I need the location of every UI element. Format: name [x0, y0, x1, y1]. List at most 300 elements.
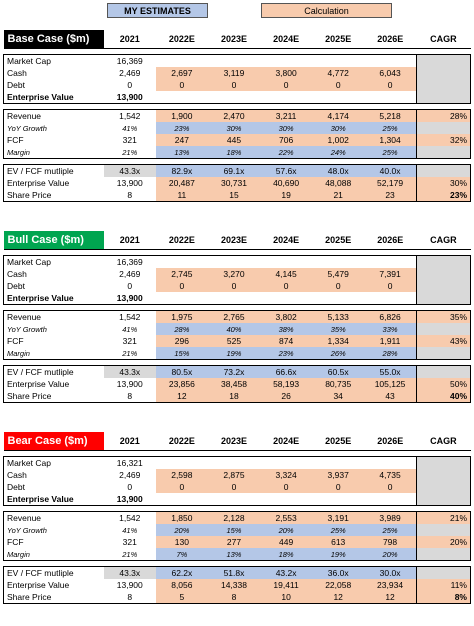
row-label: Market Cap [4, 457, 104, 470]
yoy-cell: 28% [156, 323, 208, 335]
row-label: YoY Growth [4, 524, 104, 536]
ev-cell [260, 493, 312, 506]
price-cell: 5 [156, 591, 208, 604]
debt-cell: 0 [208, 280, 260, 292]
base-case-table [3, 30, 471, 202]
revenue-cell: 2,470 [208, 110, 260, 123]
fcf-cell: 874 [260, 335, 312, 347]
market_cap-row [4, 55, 471, 68]
price-cell: 11 [156, 189, 208, 202]
cash-row [4, 67, 471, 79]
ev2-cell: 20,487 [156, 177, 208, 189]
margin-cell: 25% [364, 146, 416, 159]
ev2-cell: 8,056 [156, 579, 208, 591]
margin-cell: 13% [208, 548, 260, 561]
revenue-cell: 2,553 [260, 512, 312, 525]
ev2-cell: 13,900 [116, 579, 143, 590]
cagr-cell [416, 292, 470, 305]
ev2-cell: 14,338 [208, 579, 260, 591]
debt-cell: 0 [156, 79, 208, 91]
price-cell: 18 [208, 390, 260, 403]
multiple-cell: 43.3x [104, 165, 156, 178]
revenue-cell: 1,850 [156, 512, 208, 525]
ev-cell [364, 91, 416, 104]
row-label: Enterprise Value [4, 91, 104, 104]
cagr-header: CAGR [416, 432, 470, 451]
row-label: Margin [4, 347, 104, 360]
debt-cell: 0 [208, 481, 260, 493]
year-header: 2023E [208, 432, 260, 451]
cagr-cell [416, 481, 470, 493]
revenue-cell: 2,128 [208, 512, 260, 525]
row-label: Share Price [4, 189, 104, 202]
multiple-cell: 82.9x [156, 165, 208, 178]
yoy-cell: 20% [156, 524, 208, 536]
margin-cell: 21% [104, 347, 156, 360]
ev-cell [364, 493, 416, 506]
debt-cell: 0 [208, 79, 260, 91]
cagr-header: CAGR [416, 30, 470, 49]
row-label: YoY Growth [4, 122, 104, 134]
fcf-cagr: 43% [416, 335, 470, 347]
cash-cell: 3,270 [208, 268, 260, 280]
row-label: EV / FCF mutliple [4, 165, 104, 178]
margin-cell: 18% [208, 146, 260, 159]
row-label: FCF [4, 536, 104, 548]
row-label: YoY Growth [4, 323, 104, 335]
ev-row [4, 493, 471, 506]
ev-cell [208, 91, 260, 104]
header-row [4, 432, 471, 451]
cagr-cell [416, 524, 470, 536]
cagr-cell [416, 146, 470, 159]
yoy-cell: 30% [312, 122, 364, 134]
ev-cell [312, 493, 364, 506]
ev-cell [260, 292, 312, 305]
row-label: Cash [4, 268, 104, 280]
debt-cell: 0 [260, 79, 312, 91]
cash-cell: 6,043 [364, 67, 416, 79]
revenue-cell: 3,211 [260, 110, 312, 123]
cash-cell: 3,324 [260, 469, 312, 481]
yoy-cell: 41% [122, 525, 138, 535]
fcf-cell: 1,334 [312, 335, 364, 347]
price-row [4, 390, 471, 403]
debt-cell: 0 [127, 280, 133, 291]
ev-cell [312, 91, 364, 104]
year-header: 2021 [104, 30, 156, 49]
debt-cell: 0 [364, 280, 416, 292]
market_cap-row [4, 457, 471, 470]
price-cell: 8 [104, 189, 156, 202]
case-title: Bull Case ($m) [4, 231, 104, 250]
market_cap-cell [156, 55, 208, 68]
cagr-cell [416, 493, 470, 506]
cagr-cell [416, 366, 470, 379]
ev-cell [312, 292, 364, 305]
row-label: Enterprise Value [4, 292, 104, 305]
price-cagr: 40% [416, 390, 470, 403]
cash-cell: 2,469 [119, 268, 141, 279]
ev2-cell: 19,411 [260, 579, 312, 591]
cash-cell: 3,937 [312, 469, 364, 481]
fcf-row [4, 536, 471, 548]
price-cell: 21 [312, 189, 364, 202]
yoy-cell: 40% [208, 323, 260, 335]
cash-cell: 4,735 [364, 469, 416, 481]
fcf-cagr: 20% [416, 536, 470, 548]
yoy-cell: 41% [122, 123, 138, 133]
year-header: 2022E [156, 432, 208, 451]
yoy-row [4, 524, 471, 536]
debt-cell: 0 [156, 280, 208, 292]
year-header: 2023E [208, 30, 260, 49]
revenue-cell: 1,542 [104, 512, 156, 525]
price-cell: 26 [260, 390, 312, 403]
multiple-cell: 60.5x [312, 366, 364, 379]
ev2-cell: 105,125 [364, 378, 416, 390]
row-label: Market Cap [4, 55, 104, 68]
yoy-cell: 30% [208, 122, 260, 134]
cash-row [4, 469, 471, 481]
price-row [4, 189, 471, 202]
row-label: Share Price [4, 390, 104, 403]
debt-cell: 0 [312, 280, 364, 292]
calculation-legend: Calculation [261, 3, 392, 18]
row-label: Debt [4, 79, 104, 91]
ev2-cell: 13,900 [116, 177, 143, 188]
cash-cell: 3,119 [208, 67, 260, 79]
my-estimates-legend: MY ESTIMATES [107, 3, 208, 18]
year-header: 2021 [104, 231, 156, 250]
case-title: Base Case ($m) [4, 30, 104, 49]
bear-case-table [3, 432, 471, 604]
price-cell: 23 [364, 189, 416, 202]
debt-row [4, 280, 471, 292]
margin-cell: 21% [104, 548, 156, 561]
market_cap-cell [208, 55, 260, 68]
multiple-row [4, 366, 471, 379]
bull-case-table [3, 231, 471, 403]
margin-cell: 23% [260, 347, 312, 360]
cagr-cell [416, 280, 470, 292]
margin-cell: 7% [156, 548, 208, 561]
ev2-cagr: 30% [416, 177, 470, 189]
debt-row [4, 79, 471, 91]
margin-cell: 26% [312, 347, 364, 360]
market_cap-cell [260, 457, 312, 470]
ev-cell [260, 91, 312, 104]
market_cap-cell [156, 256, 208, 269]
yoy-cell: 20% [260, 524, 312, 536]
market_cap-cell [312, 55, 364, 68]
debt-cell: 0 [127, 79, 133, 90]
cagr-cell [416, 347, 470, 360]
multiple-cell: 48.0x [312, 165, 364, 178]
year-header: 2024E [260, 30, 312, 49]
revenue-cell: 5,218 [364, 110, 416, 123]
year-header: 2021 [104, 432, 156, 451]
row-label: FCF [4, 335, 104, 347]
debt-cell: 0 [260, 481, 312, 493]
fcf-cell: 321 [122, 134, 137, 145]
revenue-cell: 1,542 [104, 110, 156, 123]
fcf-cell: 1,304 [364, 134, 416, 146]
fcf-cell: 1,002 [312, 134, 364, 146]
yoy-cell: 38% [260, 323, 312, 335]
fcf-cell: 706 [260, 134, 312, 146]
ev-row [4, 292, 471, 305]
margin-cell: 19% [208, 347, 260, 360]
margin-cell: 20% [364, 548, 416, 561]
cagr-cell [416, 91, 470, 104]
revenue-cagr: 28% [416, 110, 470, 123]
cagr-cell [416, 268, 470, 280]
market_cap-cell [312, 457, 364, 470]
year-header: 2024E [260, 432, 312, 451]
cagr-cell [416, 67, 470, 79]
ev2-cell: 58,193 [260, 378, 312, 390]
row-label: Enterprise Value [4, 378, 104, 390]
revenue-cell: 3,191 [312, 512, 364, 525]
row-label: Margin [4, 146, 104, 159]
yoy-cell: 15% [208, 524, 260, 536]
market_cap-cell [312, 256, 364, 269]
cagr-cell [416, 79, 470, 91]
revenue-cell: 5,133 [312, 311, 364, 324]
revenue-cell: 4,174 [312, 110, 364, 123]
multiple-cell: 36.0x [312, 567, 364, 580]
multiple-cell: 66.6x [260, 366, 312, 379]
ev2-cell: 48,088 [312, 177, 364, 189]
revenue-cell: 2,765 [208, 311, 260, 324]
row-label: Enterprise Value [4, 579, 104, 591]
ev2-row [4, 177, 471, 189]
fcf-cagr: 32% [416, 134, 470, 146]
ev2-cagr: 50% [416, 378, 470, 390]
ev2-cell: 30,731 [208, 177, 260, 189]
debt-cell: 0 [364, 79, 416, 91]
revenue-row [4, 311, 471, 324]
ev-cell [156, 292, 208, 305]
market_cap-cell [260, 256, 312, 269]
cagr-cell [416, 165, 470, 178]
ev-cell [156, 493, 208, 506]
ev2-cagr: 11% [416, 579, 470, 591]
margin-cell: 21% [104, 146, 156, 159]
debt-cell: 0 [312, 79, 364, 91]
debt-cell: 0 [127, 481, 133, 492]
market_cap-cell: 16,321 [104, 457, 156, 470]
price-cell: 15 [208, 189, 260, 202]
revenue-cell: 6,826 [364, 311, 416, 324]
row-label: EV / FCF mutliple [4, 567, 104, 580]
yoy-row [4, 323, 471, 335]
year-header: 2026E [364, 30, 416, 49]
ev2-cell: 80,735 [312, 378, 364, 390]
ev-row [4, 91, 471, 104]
market_cap-cell [208, 256, 260, 269]
ev-cell: 13,900 [104, 493, 156, 506]
multiple-cell: 30.0x [364, 567, 416, 580]
cash-cell: 2,875 [208, 469, 260, 481]
revenue-cell: 3,989 [364, 512, 416, 525]
market_cap-cell [156, 457, 208, 470]
price-cell: 43 [364, 390, 416, 403]
fcf-cell: 449 [260, 536, 312, 548]
price-cell: 12 [156, 390, 208, 403]
market_cap-cell [364, 256, 416, 269]
ev2-cell: 23,934 [364, 579, 416, 591]
margin-cell: 15% [156, 347, 208, 360]
fcf-cell: 247 [156, 134, 208, 146]
year-header: 2025E [312, 231, 364, 250]
margin-cell: 13% [156, 146, 208, 159]
price-cell: 12 [312, 591, 364, 604]
margin-cell: 24% [312, 146, 364, 159]
margin-cell: 18% [260, 548, 312, 561]
row-label: Debt [4, 280, 104, 292]
market_cap-cell: 16,369 [104, 55, 156, 68]
fcf-cell: 1,911 [364, 335, 416, 347]
price-cagr: 23% [416, 189, 470, 202]
ev2-cell: 52,179 [364, 177, 416, 189]
margin-cell: 22% [260, 146, 312, 159]
row-label: Revenue [4, 512, 104, 525]
market_cap-cell: 16,369 [104, 256, 156, 269]
year-header: 2025E [312, 30, 364, 49]
year-header: 2022E [156, 30, 208, 49]
bull-case-panel [3, 231, 471, 403]
fcf-cell: 525 [208, 335, 260, 347]
multiple-cell: 69.1x [208, 165, 260, 178]
base-case-panel [3, 30, 471, 202]
year-header: 2025E [312, 432, 364, 451]
bear-case-panel [3, 432, 471, 604]
margin-cell: 19% [312, 548, 364, 561]
fcf-cell: 613 [312, 536, 364, 548]
fcf-cell: 321 [122, 335, 137, 346]
ev-cell: 13,900 [104, 292, 156, 305]
price-row [4, 591, 471, 604]
cash-cell: 2,697 [156, 67, 208, 79]
ev-cell [208, 493, 260, 506]
multiple-cell: 51.8x [208, 567, 260, 580]
cagr-cell [416, 567, 470, 580]
cash-cell: 2,469 [119, 469, 141, 480]
cash-cell: 5,479 [312, 268, 364, 280]
ev-cell: 13,900 [104, 91, 156, 104]
market_cap-cell [208, 457, 260, 470]
year-header: 2026E [364, 231, 416, 250]
revenue-cagr: 35% [416, 311, 470, 324]
ev2-row [4, 378, 471, 390]
revenue-cell: 1,542 [104, 311, 156, 324]
row-label: Share Price [4, 591, 104, 604]
debt-cell: 0 [364, 481, 416, 493]
debt-row [4, 481, 471, 493]
price-cagr: 8% [416, 591, 470, 604]
multiple-cell: 43.2x [260, 567, 312, 580]
market_cap-cell [364, 55, 416, 68]
yoy-cell: 33% [364, 323, 416, 335]
fcf-row [4, 134, 471, 146]
row-label: Margin [4, 548, 104, 561]
ev2-cell: 38,458 [208, 378, 260, 390]
market_cap-row [4, 256, 471, 269]
header-row [4, 30, 471, 49]
market_cap-cell [364, 457, 416, 470]
row-label: Cash [4, 67, 104, 79]
margin-cell: 28% [364, 347, 416, 360]
multiple-cell: 40.0x [364, 165, 416, 178]
debt-cell: 0 [260, 280, 312, 292]
price-cell: 19 [260, 189, 312, 202]
cagr-cell [416, 55, 470, 68]
cash-cell: 2,469 [119, 67, 141, 78]
multiple-cell: 57.6x [260, 165, 312, 178]
ev-cell [208, 292, 260, 305]
multiple-cell: 73.2x [208, 366, 260, 379]
fcf-cell: 130 [156, 536, 208, 548]
cash-cell: 2,598 [156, 469, 208, 481]
debt-cell: 0 [156, 481, 208, 493]
price-cell: 34 [312, 390, 364, 403]
row-label: EV / FCF mutliple [4, 366, 104, 379]
fcf-cell: 321 [122, 536, 137, 547]
row-label: FCF [4, 134, 104, 146]
cash-cell: 4,145 [260, 268, 312, 280]
ev2-cell: 22,058 [312, 579, 364, 591]
fcf-row [4, 335, 471, 347]
margin-row [4, 548, 471, 561]
ev-cell [156, 91, 208, 104]
row-label: Debt [4, 481, 104, 493]
price-cell: 8 [208, 591, 260, 604]
row-label: Revenue [4, 110, 104, 123]
row-label: Enterprise Value [4, 493, 104, 506]
cash-cell: 2,745 [156, 268, 208, 280]
case-title: Bear Case ($m) [4, 432, 104, 451]
revenue-cell: 1,900 [156, 110, 208, 123]
yoy-cell: 25% [364, 524, 416, 536]
cash-cell: 4,772 [312, 67, 364, 79]
fcf-cell: 296 [156, 335, 208, 347]
cash-cell: 7,391 [364, 268, 416, 280]
ev2-cell: 23,856 [156, 378, 208, 390]
price-cell: 8 [104, 591, 156, 604]
multiple-cell: 55.0x [364, 366, 416, 379]
yoy-cell: 25% [364, 122, 416, 134]
price-cell: 12 [364, 591, 416, 604]
margin-row [4, 347, 471, 360]
fcf-cell: 445 [208, 134, 260, 146]
year-header: 2022E [156, 231, 208, 250]
multiple-cell: 62.2x [156, 567, 208, 580]
yoy-cell: 35% [312, 323, 364, 335]
multiple-cell: 43.3x [104, 366, 156, 379]
yoy-cell: 23% [156, 122, 208, 134]
multiple-cell: 43.3x [104, 567, 156, 580]
cagr-cell [416, 469, 470, 481]
market_cap-cell [260, 55, 312, 68]
yoy-row [4, 122, 471, 134]
row-label: Cash [4, 469, 104, 481]
multiple-cell: 80.5x [156, 366, 208, 379]
cagr-cell [416, 323, 470, 335]
debt-cell: 0 [312, 481, 364, 493]
yoy-cell: 30% [260, 122, 312, 134]
